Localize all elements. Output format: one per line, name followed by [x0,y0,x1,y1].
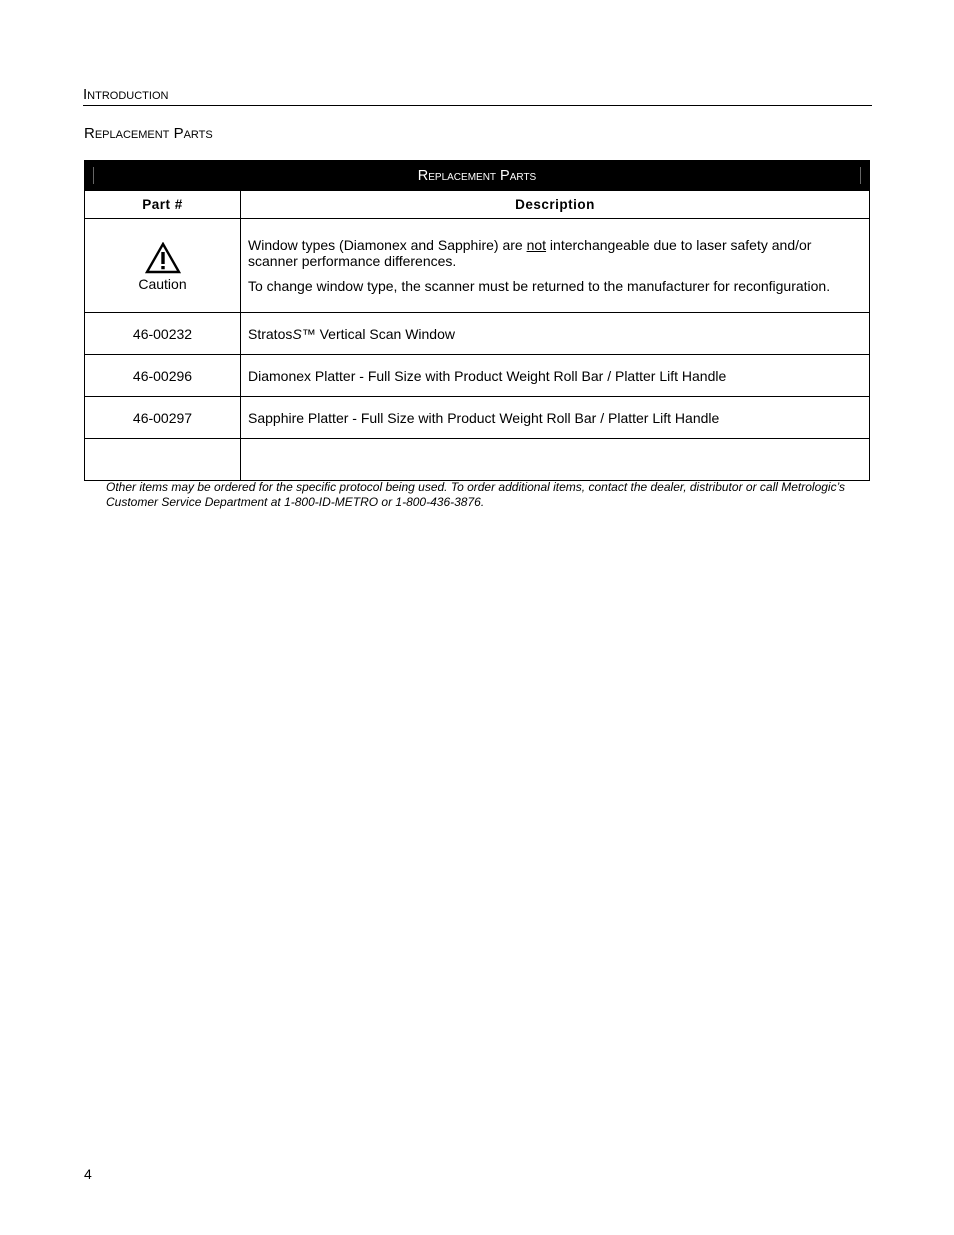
table-title [85,161,870,191]
table-row [85,355,870,397]
column-header-part: Part # [85,191,241,219]
part-number: 46-00297 [85,397,241,439]
part-number-empty [85,439,241,481]
footnote: Other items may be ordered for the specific protocol being used. To order additional items, contact the dealer, distributor or call Metrologic’s Customer Service Department at 1-800-ID-METRO or 1-800-436-3876. [106,480,846,509]
part-description-empty [241,439,870,481]
caution-cell [85,219,241,313]
part-number: 46-00296 [85,355,241,397]
page-number: 4 [84,1166,92,1182]
column-header-description: Description [241,191,870,219]
section-header: Introduction [83,86,872,106]
part-description: Sapphire Platter - Full Size with Product Weight Roll Bar / Platter Lift Handle [241,397,870,439]
table-header-row [85,191,870,219]
warning-triangle-icon [145,242,181,274]
part-description: Diamonex Platter - Full Size with Product Weight Roll Bar / Platter Lift Handle [241,355,870,397]
caution-text-2: To change window type, the scanner must be returned to the manufacturer for reconfiguration. [248,278,831,294]
part-description: StratosS™ Vertical Scan Window [241,313,870,355]
part-number: 46-00232 [85,313,241,355]
sub-header: Replacement Parts [84,125,213,142]
caution-description [241,219,870,313]
table-row-empty [85,439,870,481]
table-row [85,313,870,355]
table-title-text: Replacement Parts [417,167,537,184]
replacement-parts-table [84,160,870,481]
caution-label: Caution [138,276,187,292]
table-row [85,397,870,439]
caution-row [85,219,870,313]
caution-text-1: Window types (Diamonex and Sapphire) are not interchangeable due to laser safety and/or scanner performance differences. [248,237,812,269]
table-title-row [85,161,870,191]
